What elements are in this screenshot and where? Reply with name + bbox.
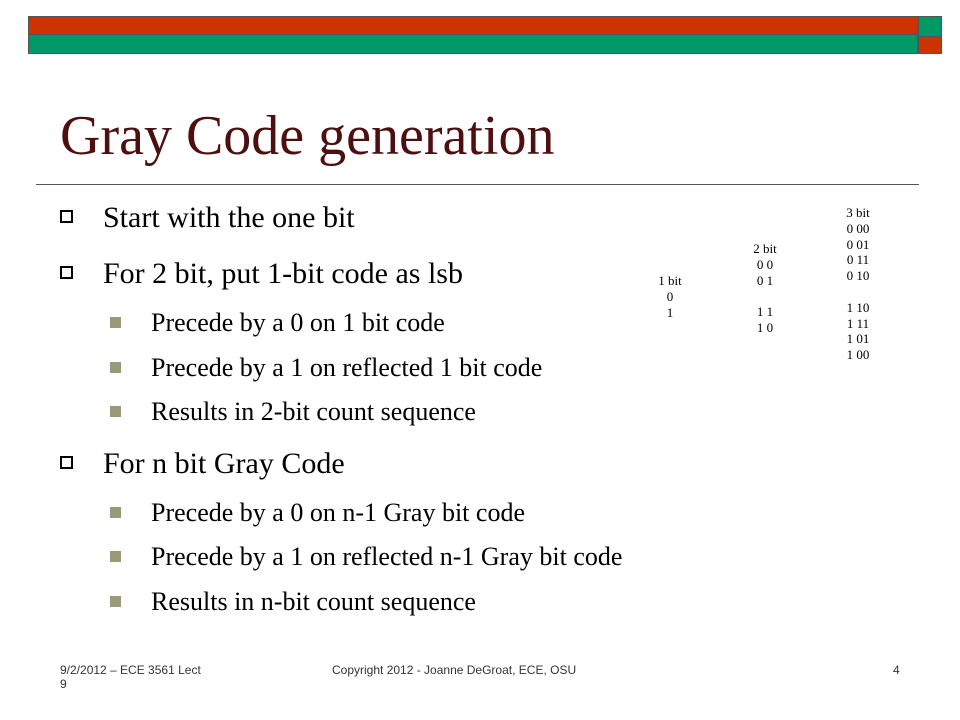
two-bit-table <box>735 241 795 336</box>
table-row: 1 <box>666 304 674 320</box>
header-bar-green <box>28 35 918 54</box>
table-row: 1 11 <box>846 315 870 331</box>
footer-date <box>60 663 201 691</box>
table-row <box>828 284 888 300</box>
bullet-start-one-bit <box>60 203 355 233</box>
filled-square-bullet-icon <box>110 317 121 328</box>
table-row: 0 <box>666 288 674 304</box>
table-header: 1 bit <box>658 273 682 288</box>
table-row: 0 00 <box>846 220 870 236</box>
footer-copyright: Copyright 2012 - Joanne DeGroat, ECE, OSU <box>332 663 577 677</box>
header-bar-red <box>28 16 918 35</box>
sub-bullet-text: Results in 2-bit count sequence <box>151 397 476 426</box>
sub-bullet-text: Precede by a 0 on 1 bit code <box>151 308 445 337</box>
bullet-text: For n bit Gray Code <box>103 447 345 480</box>
footer-date-line1: 9/2/2012 – ECE 3561 Lect <box>60 663 201 677</box>
footer-page-number: 4 <box>893 663 900 677</box>
table-row: 1 0 <box>756 319 774 335</box>
three-bit-table <box>828 205 888 363</box>
table-row: 0 1 <box>756 272 774 288</box>
header-square-red <box>918 37 942 54</box>
table-row: 1 1 <box>756 304 774 320</box>
title-divider <box>36 184 919 185</box>
bullet-n-bit <box>60 449 345 479</box>
sub-bullet <box>110 310 445 336</box>
sub-bullet <box>110 399 476 425</box>
sub-bullet <box>110 500 525 526</box>
hollow-square-bullet-icon <box>60 266 73 279</box>
sub-bullet-text: Precede by a 0 on n-1 Gray bit code <box>151 498 525 527</box>
slide-title: Gray Code generation <box>60 105 555 167</box>
table-row: 1 01 <box>846 331 870 347</box>
sub-bullet <box>110 355 542 381</box>
table-row: 0 10 <box>846 268 870 284</box>
footer-date-line2: 9 <box>60 677 67 691</box>
filled-square-bullet-icon <box>110 551 121 562</box>
sub-bullet-text: Precede by a 1 on reflected n-1 Gray bit code <box>151 542 623 571</box>
filled-square-bullet-icon <box>110 406 121 417</box>
sub-bullet-text: Precede by a 1 on reflected 1 bit code <box>151 353 543 382</box>
table-row: 0 01 <box>846 236 870 252</box>
filled-square-bullet-icon <box>110 507 121 518</box>
bullet-text: For 2 bit, put 1-bit code as lsb <box>103 257 463 290</box>
table-row: 1 10 <box>846 299 870 315</box>
sub-bullet <box>110 589 476 615</box>
hollow-square-bullet-icon <box>60 456 73 469</box>
filled-square-bullet-icon <box>110 596 121 607</box>
header-square-green <box>918 16 942 37</box>
table-row: 1 00 <box>846 347 870 363</box>
filled-square-bullet-icon <box>110 362 121 373</box>
table-row: 0 0 <box>756 256 774 272</box>
sub-bullet <box>110 544 622 570</box>
table-header: 3 bit <box>846 205 870 220</box>
hollow-square-bullet-icon <box>60 210 73 223</box>
table-header: 2 bit <box>753 241 777 256</box>
bullet-two-bit <box>60 259 463 289</box>
table-row <box>735 288 795 304</box>
table-row: 0 11 <box>846 252 870 268</box>
sub-bullet-text: Results in n-bit count sequence <box>151 587 476 616</box>
one-bit-table <box>640 273 700 320</box>
bullet-text: Start with the one bit <box>103 201 355 234</box>
